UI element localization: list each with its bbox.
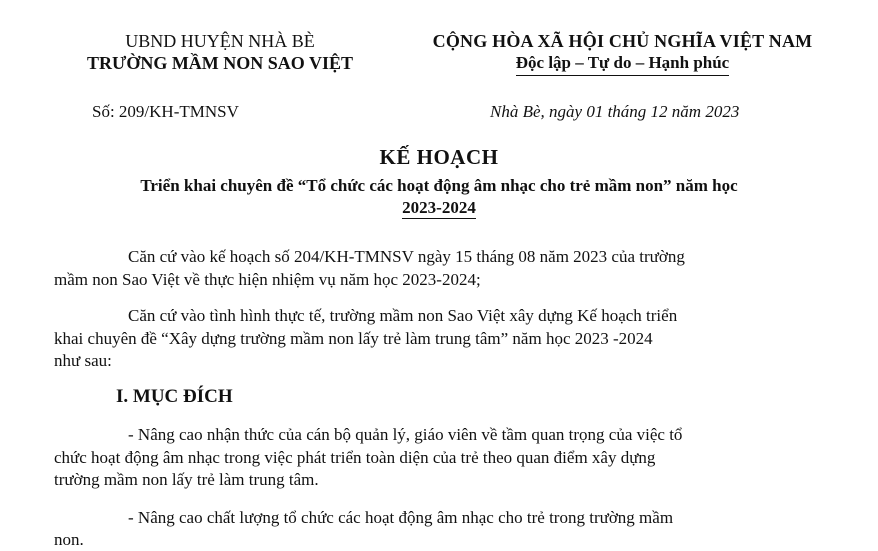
- header-left: [70, 30, 370, 74]
- school-name: TRƯỜNG MẦM NON SAO VIỆT: [86, 53, 353, 73]
- document-title: KẾ HOẠCH: [379, 145, 499, 169]
- document-subtitle-year: 2023-2024: [402, 198, 476, 217]
- paragraph-line: mầm non Sao Việt về thực hiện nhiệm vụ năm học 2023-2024;: [54, 270, 481, 289]
- document-subtitle-line1: Triển khai chuyên đề “Tổ chức các hoạt động âm nhạc cho trẻ mầm non” năm học: [140, 176, 738, 195]
- district-name: UBND HUYỆN NHÀ BÈ: [125, 31, 315, 51]
- paragraph-line: Căn cứ vào kế hoạch số 204/KH-TMNSV ngày 15 tháng 08 năm 2023 của trường: [128, 247, 685, 266]
- section-item-line: chức hoạt động âm nhạc trong việc phát triển toàn diện của trẻ theo quan điểm xây dựng: [54, 448, 656, 467]
- national-title: CỘNG HÒA XÃ HỘI CHỦ NGHĨA VIỆT NAM: [432, 31, 813, 51]
- section-item-line: non.: [54, 530, 84, 549]
- national-motto: Độc lập – Tự do – Hạnh phúc: [516, 52, 729, 76]
- document-number: Số: 209/KH-TMNSV: [92, 102, 239, 121]
- paragraph-line: khai chuyên đề “Xây dựng trường mầm non lấy trẻ làm trung tâm” năm học 2023 -2024: [54, 329, 653, 348]
- section-item-line: - Nâng cao chất lượng tổ chức các hoạt động âm nhạc cho trẻ trong trường mầm: [128, 508, 674, 527]
- document-subtitle-line2: [0, 198, 878, 218]
- section-item-line: - Nâng cao nhận thức của cán bộ quản lý, giáo viên về tầm quan trọng của việc tổ: [128, 425, 683, 444]
- paragraph-line: như sau:: [54, 351, 112, 370]
- paragraph-line: Căn cứ vào tình hình thực tế, trường mầm non Sao Việt xây dựng Kế hoạch triển: [128, 306, 678, 325]
- header-right: [395, 30, 850, 76]
- document-date: Nhà Bè, ngày 01 tháng 12 năm 2023: [490, 102, 740, 121]
- section-item-line: trường mầm non lấy trẻ làm trung tâm.: [54, 470, 319, 489]
- section-heading: I. MỤC ĐÍCH: [116, 386, 233, 407]
